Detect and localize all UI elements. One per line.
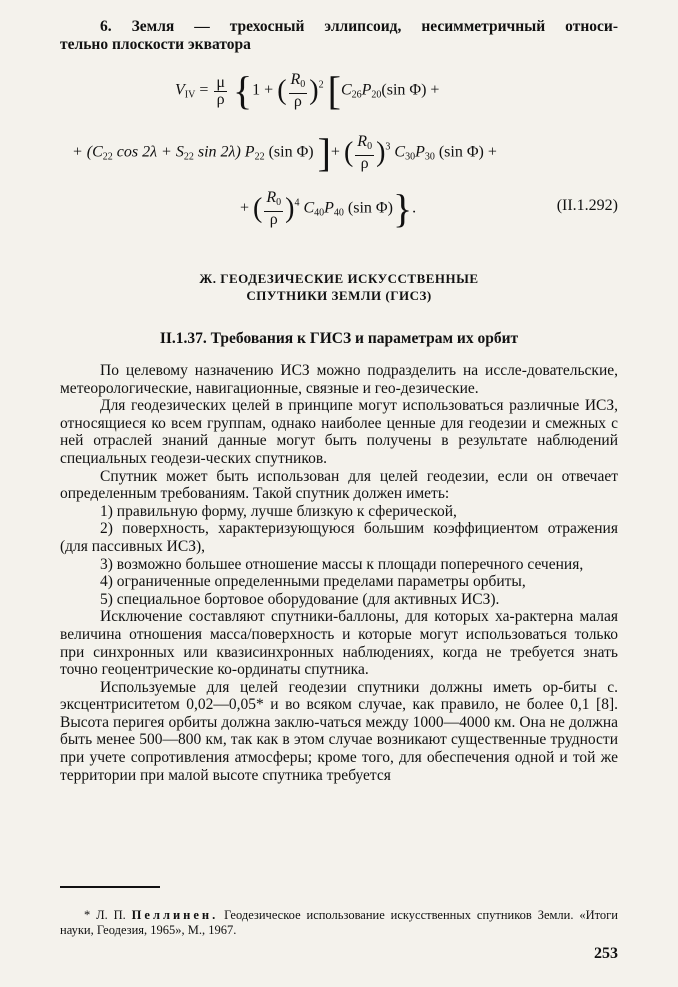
paragraph-3: Спутник может быть использован для целей геодезии, если он отвечает определенным требованиям. Такой спутник должен иметь: xyxy=(60,467,618,503)
equation-line-2: + ($C_{22}$ $\cos 2\lambda + S_{22}$ sin 2λ) $P_{22}$ (sin Φ) ]+ ( $\frac{R_0}{\rho}$ )$^3$ $C_{30}P_{30}$ (sin Φ) + xyxy=(72,130,497,175)
list-item: 5) специальное бортовое оборудование (для активных ИСЗ). xyxy=(100,590,500,608)
footnote-author: Пеллинен. xyxy=(131,908,219,922)
subsection-title: II.1.37. Требования к ГИСЗ и параметрам их орбит xyxy=(159,330,519,347)
intro-paragraph xyxy=(60,18,618,53)
equation-line-1: $V_{IV}$ = $\frac{\mu}{\rho}$ {1 + ( $\frac{R_0}{\rho}$ )$^2$ [$C_{26}P_{20}(\sin$ Φ) + xyxy=(175,68,440,113)
list-item: 3) возможно большее отношение массы к площади поперечного сечения, xyxy=(100,555,584,573)
paragraph-1: По целевому назначению ИСЗ можно подразделить на иссле-довательские, метеорологические, навигационные, связные и гео-дезические. xyxy=(60,362,618,397)
section-title-line-1: Ж. ГЕОДЕЗИЧЕСКИЕ ИСКУССТВЕННЫЕ xyxy=(199,271,479,286)
equation-number: (II.1.292) xyxy=(556,197,618,214)
paragraph-2: Для геодезических целей в принципе могут использоваться различные ИСЗ, относящиеся ко всем группам, однако наиболее ценные для геодезии и смежных с ней отраслей знаний данные могут быть получены в результате наблюдений специальных геодези-ческих спутников. xyxy=(60,397,618,467)
list-item: 4) ограниченные определенными пределами параметры орбиты, xyxy=(100,573,526,591)
footnote-text: Геодезическое использование искусственных спутников Земли. «Итоги науки, Геодезия, 1965», М., 1967. xyxy=(60,908,618,937)
equation-line-3: + ( $\frac{R_0}{\rho}$ )$^4$ $C_{40}P_{40}$ (sin Φ)}. xyxy=(240,186,417,231)
footnote xyxy=(60,908,618,938)
paragraph-4: Исключение составляют спутники-баллоны, для которых ха-рактерна малая величина отношения масса/поверхность и которые могут использоваться только при синхронных или квазисинхронных наблюдениях, когда не требуется знать точно геоцентрические ко-ординаты спутника. xyxy=(60,608,618,679)
intro-line-2: тельно плоскости экватора xyxy=(60,35,251,53)
body-text xyxy=(60,362,618,784)
section-title-line-2: СПУТНИКИ ЗЕМЛИ (ГИСЗ) xyxy=(246,288,432,303)
list-item: 2) поверхность, характеризующуюся большим коэффициентом отражения (для пассивных ИСЗ), xyxy=(60,520,618,555)
intro-line-1: 6. Земля — трехосный эллипсоид, несимметричный относи- xyxy=(100,18,618,35)
page-number: 253 xyxy=(594,945,618,962)
footnote-divider xyxy=(60,886,160,888)
paragraph-5: Используемые для целей геодезии спутники должны иметь ор-биты с. эксцентриситетом 0,02—0,05* и во всяком случае, как правило, не более 0,1 [8]. Высота перигея орбиты должна заклю-чаться между 1000—4000 км. Она не должна быть менее 500—800 км, так как в этом случае возникают существенные трудности при учете сопротивления атмосферы; кроме того, для обеспечения одной и той же территории при малой высоте спутника требуется xyxy=(60,678,618,784)
list-item: 1) правильную форму, лучше близкую к сферической, xyxy=(100,502,457,520)
section-title xyxy=(60,270,618,304)
footnote-mark: * Л. П. xyxy=(84,908,126,922)
